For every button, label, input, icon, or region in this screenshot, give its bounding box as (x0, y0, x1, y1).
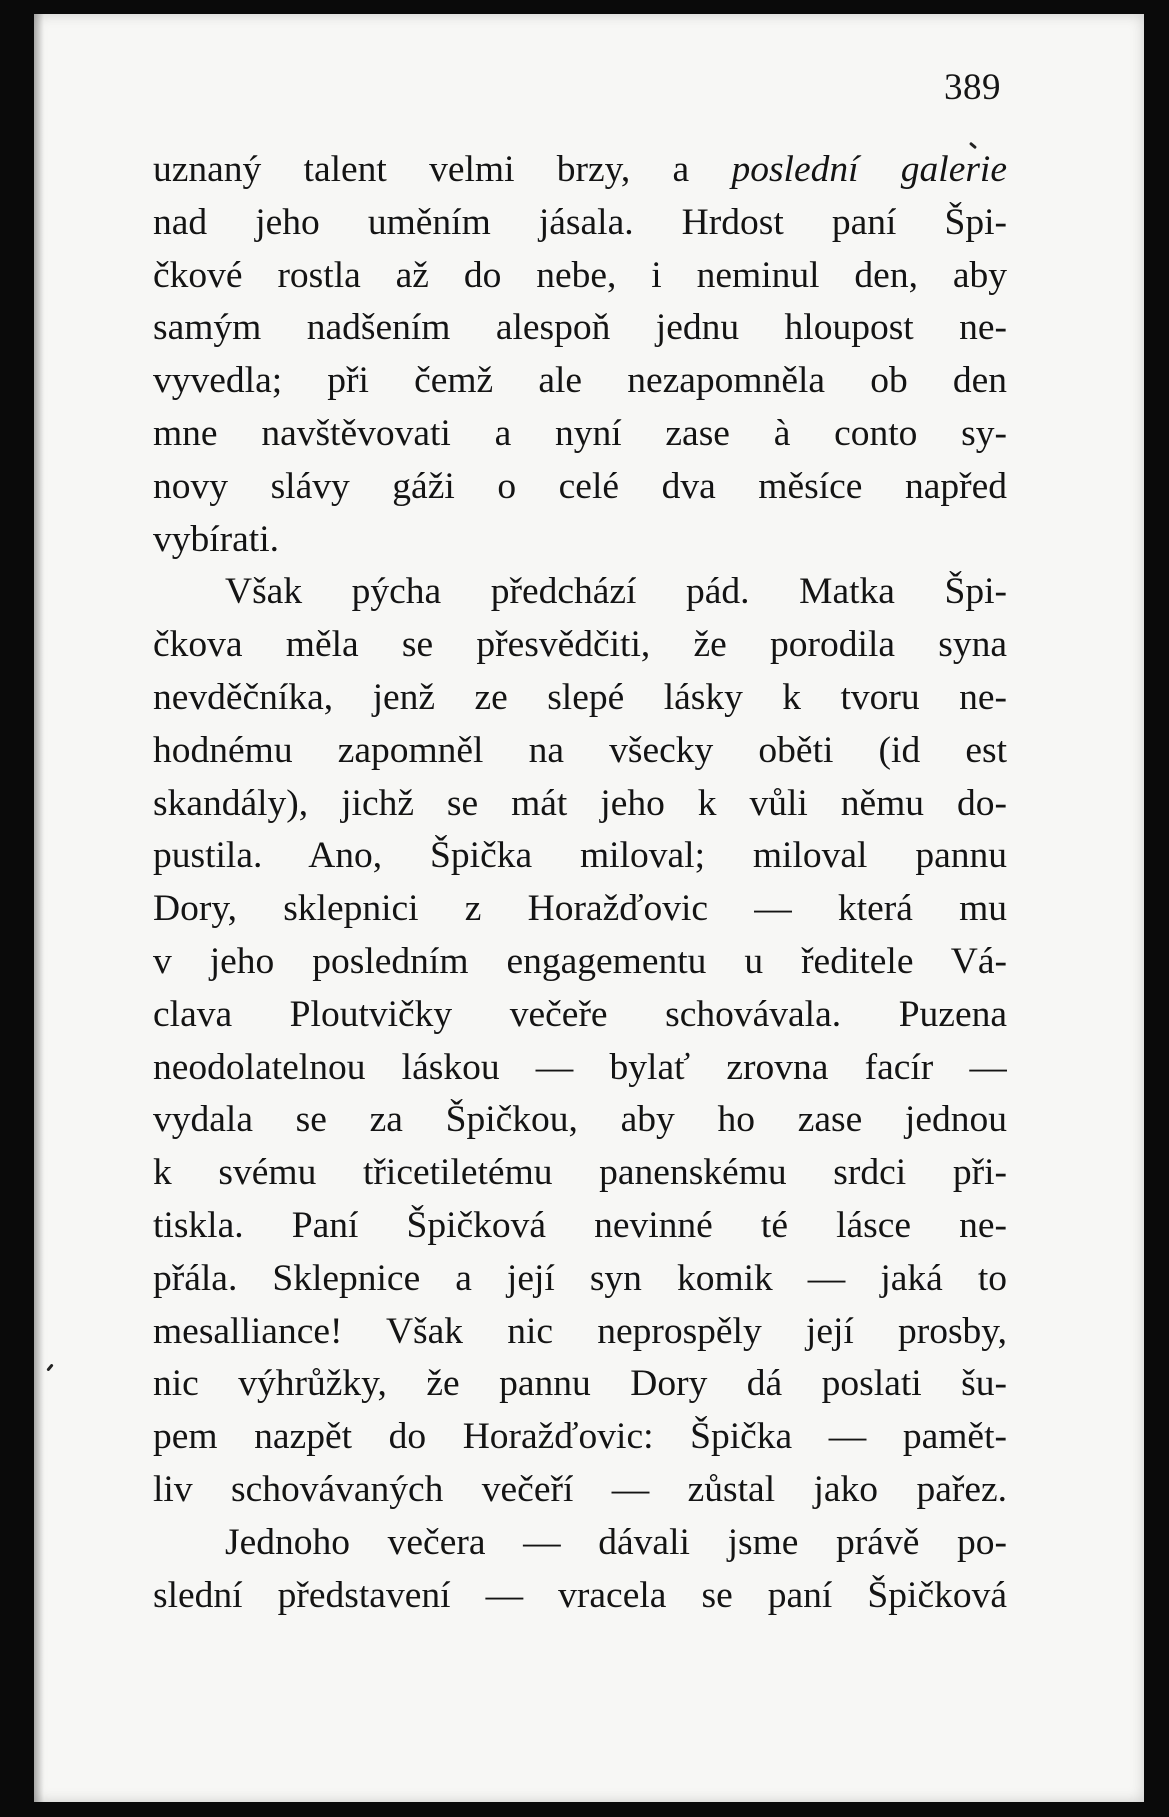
text-line-content: nevděčníka, jenž ze slepé lásky k tvoru ne- (153, 676, 1007, 718)
text-line (153, 778, 1007, 831)
text-line-content: v jeho posledním engagementu u ředitele Vá- (153, 940, 1007, 982)
text-line-content: k svému třicetiletému panenskému srdci při- (153, 1152, 1007, 1194)
scan-speck (46, 1363, 53, 1371)
text-line (153, 514, 1007, 567)
text-line (153, 355, 1007, 408)
text-line-content: samým nadšením alespoň jednu hloupost ne- (153, 307, 1007, 349)
text-line (153, 725, 1007, 778)
text-line (153, 197, 1007, 250)
text-line-content: pustila. Ano, Špička miloval; miloval pannu (153, 835, 1007, 877)
text-line (153, 1570, 1007, 1623)
text-line (153, 619, 1007, 672)
text-line-content: neodolatelnou láskou — bylať zrovna facír — (153, 1046, 1007, 1088)
text-line-content: tiskla. Paní Špičková nevinné té lásce ne- (153, 1204, 1007, 1246)
text-line (153, 302, 1007, 355)
text-line (153, 1411, 1007, 1464)
book-page (34, 14, 1144, 1802)
text-line (153, 989, 1007, 1042)
text-line-content: přála. Sklepnice a její syn komik — jaká to (153, 1257, 1007, 1299)
text-line (153, 1306, 1007, 1359)
text-line-content: nad jeho uměním jásala. Hrdost paní Špi- (153, 201, 1007, 243)
text-line (153, 1517, 1007, 1570)
text-line (153, 672, 1007, 725)
text-line (153, 1253, 1007, 1306)
text-line (153, 883, 1007, 936)
text-line-content: vydala se za Špičkou, aby ho zase jednou (153, 1099, 1007, 1141)
text-line-content: hodnému zapomněl na všecky oběti (id est (153, 729, 1007, 771)
text-line-content: Však pýcha předchází pád. Matka Špi- (225, 571, 1007, 613)
text-line-content: Jednoho večera — dávali jsme právě po- (225, 1521, 1007, 1563)
text-line-content: slední představení — vracela se paní Špičková (153, 1574, 1007, 1616)
page-binding-shadow (34, 14, 44, 1802)
text-line-content: Dory, sklepnici z Horažďovic — která mu (153, 888, 1007, 930)
text-line (153, 1200, 1007, 1253)
text-line-content: pem nazpět do Horažďovic: Špička — pamět- (153, 1416, 1007, 1458)
text-line (153, 1042, 1007, 1095)
text-line (153, 1094, 1007, 1147)
text-line (153, 144, 1007, 197)
text-line-content: uznaný talent velmi brzy, a (153, 149, 732, 190)
body-text (153, 144, 1007, 1622)
text-line (153, 461, 1007, 514)
text-line-content: čkova měla se přesvědčiti, že porodila syna (153, 624, 1007, 666)
text-line-content: liv schovávaných večeří — zůstal jako pařez. (153, 1468, 1007, 1510)
text-line (153, 1147, 1007, 1200)
text-line (153, 566, 1007, 619)
text-line-content: vybírati. (153, 518, 280, 560)
text-line (153, 1464, 1007, 1517)
italic-phrase: poslední galerie (731, 149, 1007, 190)
text-line-content: čkové rostla až do nebe, i neminul den, aby (153, 254, 1007, 296)
text-line (153, 936, 1007, 989)
page-number: 389 (944, 67, 1001, 108)
text-line-content: clava Ploutvičky večeře schovávala. Puzena (153, 993, 1007, 1035)
text-line (153, 830, 1007, 883)
text-line (153, 250, 1007, 303)
text-line-content: mne navštěvovati a nyní zase à conto sy- (153, 412, 1007, 454)
text-line-content: mesalliance! Však nic neprospěly její prosby, (153, 1310, 1007, 1352)
text-line (153, 1358, 1007, 1411)
text-line-content: skandály), jichž se mát jeho k vůli němu do- (153, 782, 1007, 824)
text-line-content: nic výhrůžky, že pannu Dory dá poslati šu- (153, 1363, 1007, 1405)
text-line-content: vyvedla; při čemž ale nezapomněla ob den (153, 360, 1007, 402)
text-line-content: novy slávy gáži o celé dva měsíce napřed (153, 465, 1007, 507)
text-line (153, 408, 1007, 461)
